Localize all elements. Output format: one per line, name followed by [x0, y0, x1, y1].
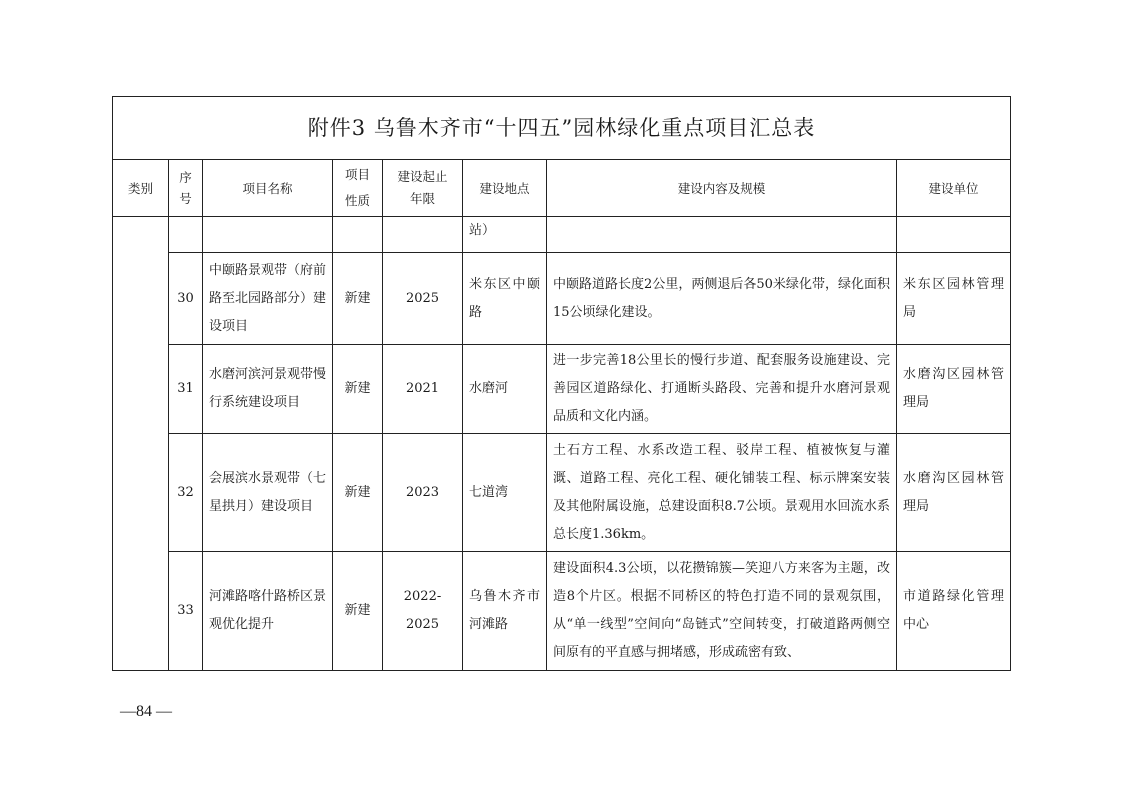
nature-cell	[333, 217, 383, 253]
page-number: —84 —	[120, 703, 172, 720]
name-cell: 河滩路喀什路桥区景观优化提升	[203, 552, 333, 671]
table-row	[113, 434, 1011, 552]
unit-cell: 市道路绿化管理中心	[897, 552, 1011, 671]
name-cell	[203, 217, 333, 253]
nature-cell: 新建	[333, 552, 383, 671]
unit-cell: 水磨沟区园林管理局	[897, 434, 1011, 552]
header-location: 建设地点	[463, 160, 547, 217]
project-summary-table	[112, 96, 1011, 671]
header-content: 建设内容及规模	[547, 160, 897, 217]
seq-cell: 33	[169, 552, 203, 671]
content-cell: 中颐路道路长度2公里，两侧退后各50米绿化带，绿化面积15公顷绿化建设。	[547, 253, 897, 345]
seq-cell: 31	[169, 345, 203, 434]
unit-cell: 水磨沟区园林管理局	[897, 345, 1011, 434]
period-cell: 2025	[383, 253, 463, 345]
seq-cell: 32	[169, 434, 203, 552]
content-cell	[547, 217, 897, 253]
header-row	[113, 160, 1011, 217]
content-cell: 建设面积4.3公顷，以花攒锦簇—笑迎八方来客为主题，改造8个片区。根据不同桥区的特色打造不同的景观氛围，从“单一线型”空间向“岛链式”空间转变，打破道路两侧空间原有的平直感与拥堵感，形成疏密有致、	[547, 552, 897, 671]
table-row	[113, 345, 1011, 434]
header-seq: 序号	[169, 160, 203, 217]
location-cell: 水磨河	[463, 345, 547, 434]
table-title: 附件3 乌鲁木齐市“十四五”园林绿化重点项目汇总表	[113, 97, 1011, 160]
content-cell: 土石方工程、水系改造工程、驳岸工程、植被恢复与灌溉、道路工程、亮化工程、硬化铺装工程、标示牌案安装及其他附属设施，总建设面积8.7公顷。景观用水回流水系总长度1.36km。	[547, 434, 897, 552]
content-cell: 进一步完善18公里长的慢行步道、配套服务设施建设、完善园区道路绿化、打通断头路段、完善和提升水磨河景观品质和文化内涵。	[547, 345, 897, 434]
table-row	[113, 552, 1011, 671]
name-cell: 水磨河滨河景观带慢行系统建设项目	[203, 345, 333, 434]
header-nature: 项目性质	[333, 160, 383, 217]
name-cell: 中颐路景观带（府前路至北园路部分）建设项目	[203, 253, 333, 345]
name-cell: 会展滨水景观带（七星拱月）建设项目	[203, 434, 333, 552]
category-cell	[113, 217, 169, 671]
period-cell	[383, 217, 463, 253]
header-unit: 建设单位	[897, 160, 1011, 217]
period-cell: 2021	[383, 345, 463, 434]
nature-cell: 新建	[333, 253, 383, 345]
header-name: 项目名称	[203, 160, 333, 217]
location-cell: 站）	[463, 217, 547, 253]
table-row	[113, 253, 1011, 345]
seq-cell	[169, 217, 203, 253]
nature-cell: 新建	[333, 345, 383, 434]
location-cell: 七道湾	[463, 434, 547, 552]
header-category: 类别	[113, 160, 169, 217]
location-cell: 米东区中颐路	[463, 253, 547, 345]
period-cell: 2022-2025	[383, 552, 463, 671]
seq-cell: 30	[169, 253, 203, 345]
table-row	[113, 217, 1011, 253]
location-cell: 乌鲁木齐市河滩路	[463, 552, 547, 671]
period-cell: 2023	[383, 434, 463, 552]
unit-cell: 米东区园林管理局	[897, 253, 1011, 345]
unit-cell	[897, 217, 1011, 253]
nature-cell: 新建	[333, 434, 383, 552]
header-period: 建设起止年限	[383, 160, 463, 217]
